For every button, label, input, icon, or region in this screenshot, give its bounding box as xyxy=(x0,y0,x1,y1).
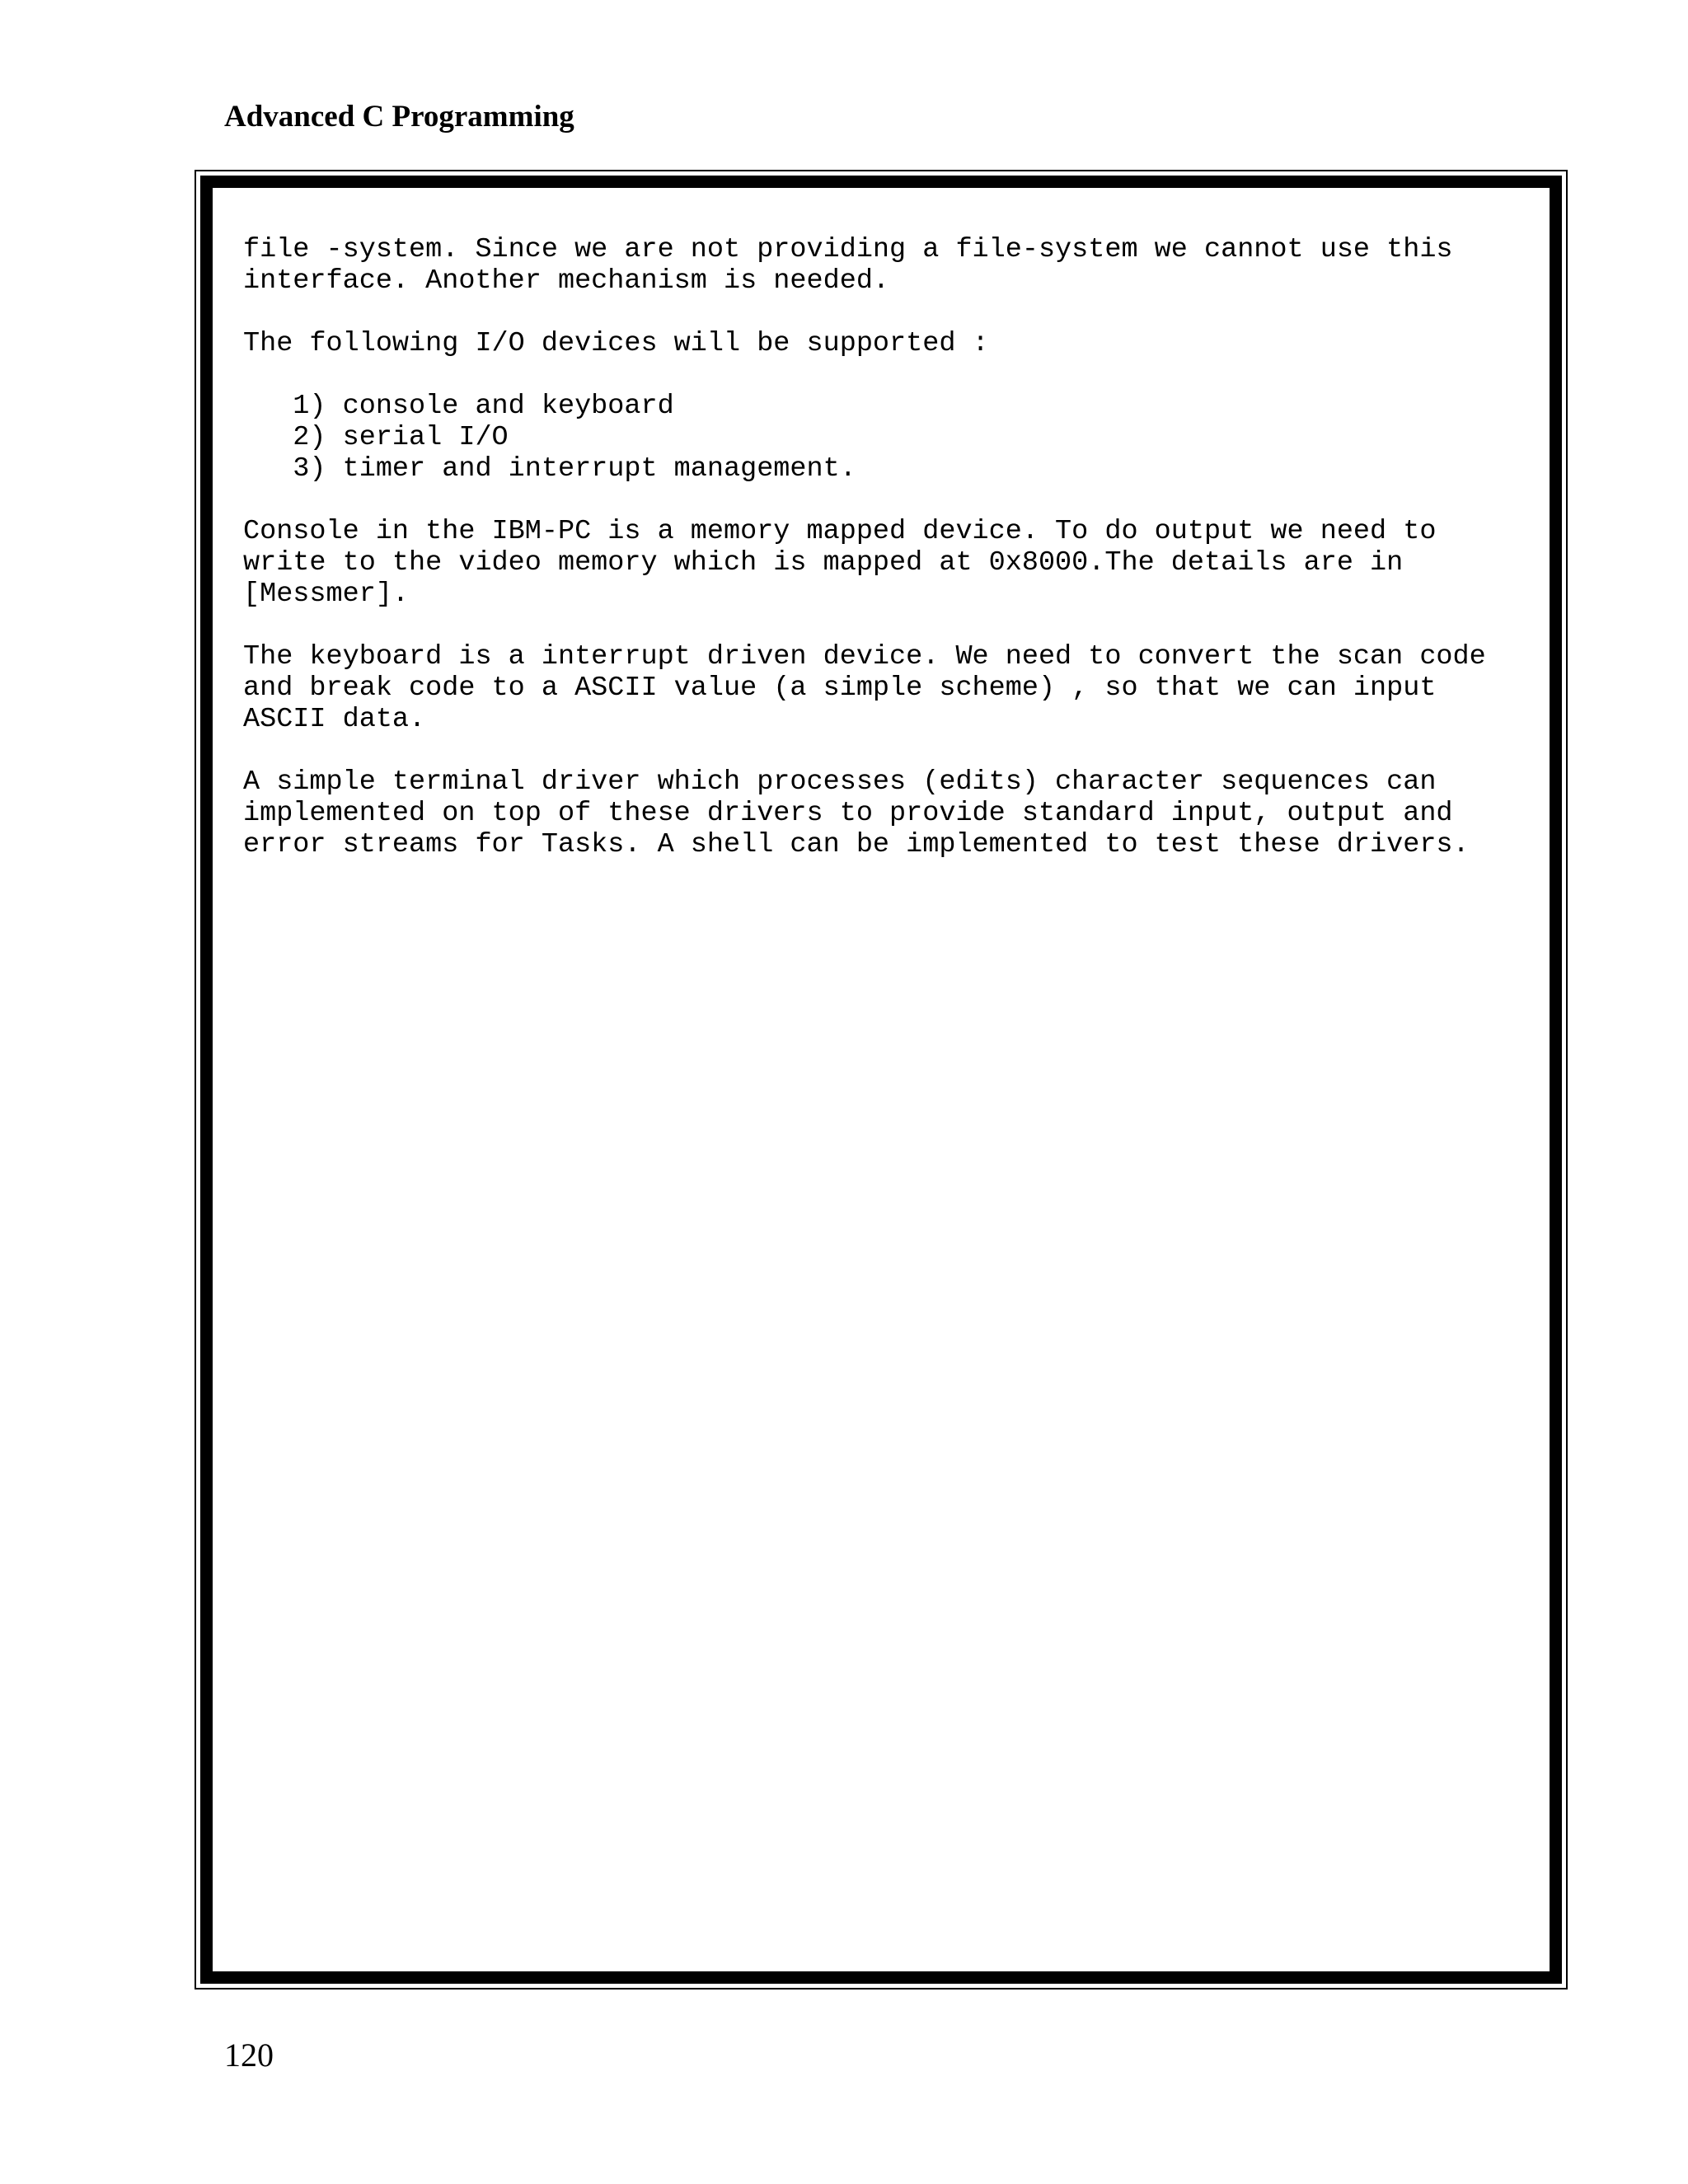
text-frame-inner xyxy=(200,176,1562,1984)
page-number: 120 xyxy=(224,2036,274,2074)
running-header: Advanced C Programming xyxy=(224,100,574,134)
text-frame xyxy=(195,170,1568,1990)
frame-body-text: file -system. Since we are not providing a file-system we cannot use this interface. Another mechanism is needed. The following I/O devices will be supported : 1) console and keyboard 2) serial I/O 3) timer and interrupt management. Console in the IBM-PC is a memory mapped device. To do output we need to write to the video memory which is mapped at 0x8000.The details are in [Messmer]. The keyboard is a interrupt driven device. We need to convert the scan code and break code to a ASCII value (a simple scheme) , so that we can input ASCII data. A simple terminal driver which processes (edits) character sequences can implemented on top of these drivers to provide standard input, output and error streams for Tasks. A shell can be implemented to test these drivers. xyxy=(243,234,1486,860)
